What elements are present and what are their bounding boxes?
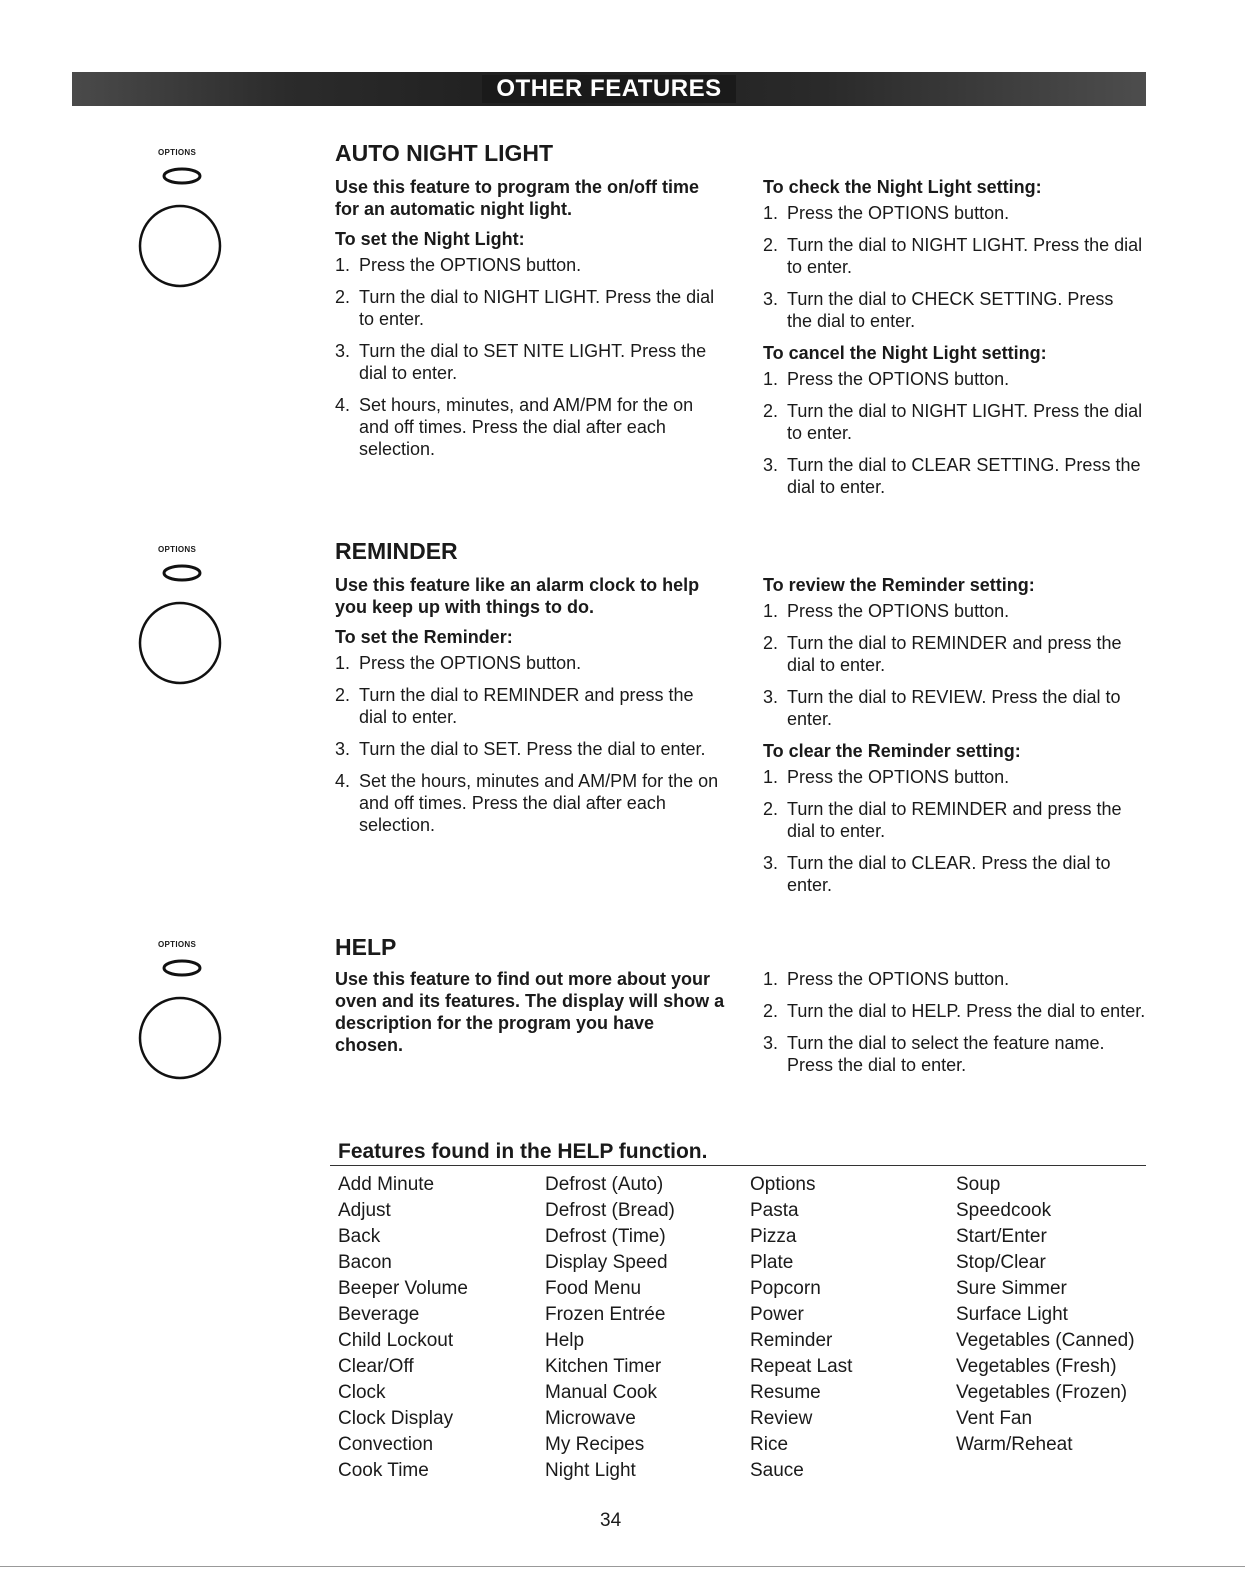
feature-item: Options bbox=[750, 1174, 816, 1195]
feature-item: Review bbox=[750, 1408, 813, 1429]
feature-item: Rice bbox=[750, 1434, 789, 1455]
night-light-check-steps bbox=[763, 202, 1143, 332]
night-light-left-column bbox=[335, 176, 725, 470]
night-light-cancel-heading: To cancel the Night Light setting: bbox=[763, 343, 1047, 363]
reminder-intro: Use this feature like an alarm clock to help you keep up with things to do. bbox=[335, 575, 700, 617]
features-title: Features found in the HELP function. bbox=[338, 1140, 708, 1163]
step-item: 2. Turn the dial to REMINDER and press the dial to enter. bbox=[335, 685, 694, 727]
night-light-cancel-steps bbox=[763, 368, 1143, 498]
step-item: 4. Set hours, minutes, and AM/PM for the on and off times. Press the dial after each selection. bbox=[335, 395, 694, 459]
feature-item: Start/Enter bbox=[956, 1226, 1047, 1247]
night-light-right-column bbox=[763, 176, 1143, 508]
step-item: 2. Turn the dial to NIGHT LIGHT. Press the dial to enter. bbox=[335, 287, 715, 329]
reminder-right-column bbox=[763, 574, 1148, 906]
feature-item: Cook Time bbox=[338, 1460, 429, 1481]
reminder-clear-steps bbox=[763, 766, 1148, 896]
feature-item: Frozen Entrée bbox=[545, 1304, 666, 1325]
step-item: 3. Turn the dial to CLEAR SETTING. Press the dial to enter. bbox=[763, 455, 1141, 497]
page-number: 34 bbox=[600, 1510, 622, 1531]
step-item: 3. Turn the dial to select the feature name. Press the dial to enter. bbox=[763, 1033, 1105, 1075]
feature-item: Help bbox=[545, 1330, 585, 1351]
step-item: 2. Turn the dial to NIGHT LIGHT. Press the dial to enter. bbox=[763, 401, 1143, 443]
help-steps bbox=[763, 968, 1148, 1076]
step-item: 3. Turn the dial to SET NITE LIGHT. Press the dial to enter. bbox=[335, 341, 707, 383]
feature-item: Sauce bbox=[750, 1460, 804, 1481]
feature-item: Clock bbox=[338, 1382, 386, 1403]
step-item: 2. Turn the dial to REMINDER and press the dial to enter. bbox=[763, 799, 1122, 841]
reminder-set-steps bbox=[335, 652, 725, 836]
feature-item: Defrost (Time) bbox=[545, 1226, 666, 1247]
step-item: 1. Press the OPTIONS button. bbox=[335, 653, 582, 673]
options-knob-icon bbox=[138, 952, 226, 1112]
feature-item: Back bbox=[338, 1226, 381, 1247]
step-item: 1. Press the OPTIONS button. bbox=[763, 969, 1010, 989]
night-light-intro: Use this feature to program the on/off time for an automatic night light. bbox=[335, 177, 700, 219]
knob-label: OPTIONS bbox=[158, 148, 197, 157]
feature-item: Add Minute bbox=[338, 1174, 435, 1195]
feature-item: Bacon bbox=[338, 1252, 392, 1273]
feature-item: Microwave bbox=[545, 1408, 636, 1429]
feature-item: Repeat Last bbox=[750, 1356, 853, 1377]
feature-item: Child Lockout bbox=[338, 1330, 454, 1351]
feature-item: Reminder bbox=[750, 1330, 833, 1351]
reminder-title: REMINDER bbox=[335, 538, 458, 564]
banner-title: OTHER FEATURES bbox=[482, 75, 735, 103]
feature-item: Popcorn bbox=[750, 1278, 821, 1299]
options-knob-icon bbox=[138, 557, 226, 717]
feature-item: Stop/Clear bbox=[956, 1252, 1046, 1273]
help-right-column bbox=[763, 968, 1148, 1086]
feature-item: Night Light bbox=[545, 1460, 636, 1481]
night-light-title: AUTO NIGHT LIGHT bbox=[335, 140, 554, 166]
feature-item: Resume bbox=[750, 1382, 821, 1403]
feature-item: My Recipes bbox=[545, 1434, 645, 1455]
feature-item: Vegetables (Canned) bbox=[956, 1330, 1135, 1351]
knob-label: OPTIONS bbox=[158, 545, 197, 554]
step-item: 3. Turn the dial to CLEAR. Press the dial to enter. bbox=[763, 853, 1111, 895]
section-banner bbox=[72, 72, 1146, 106]
step-item: 2. Turn the dial to HELP. Press the dial to enter. bbox=[763, 1001, 1146, 1021]
feature-item: Vent Fan bbox=[956, 1408, 1033, 1429]
feature-item: Beverage bbox=[338, 1304, 420, 1325]
feature-item: Pizza bbox=[750, 1226, 797, 1247]
night-light-check-heading: To check the Night Light setting: bbox=[763, 177, 1042, 197]
step-item: 1. Press the OPTIONS button. bbox=[763, 369, 1010, 389]
feature-item: Convection bbox=[338, 1434, 434, 1455]
feature-item: Pasta bbox=[750, 1200, 799, 1221]
feature-item: Speedcook bbox=[956, 1200, 1052, 1221]
reminder-review-steps bbox=[763, 600, 1148, 730]
feature-item: Power bbox=[750, 1304, 804, 1325]
knob-label: OPTIONS bbox=[158, 940, 197, 949]
page-bottom-rule bbox=[0, 1566, 1245, 1567]
feature-item: Clock Display bbox=[338, 1408, 454, 1429]
feature-item: Sure Simmer bbox=[956, 1278, 1067, 1299]
step-item: 4. Set the hours, minutes and AM/PM for the on and off times. Press the dial after each selection. bbox=[335, 771, 719, 835]
reminder-review-heading: To review the Reminder setting: bbox=[763, 575, 1035, 595]
help-title: HELP bbox=[335, 934, 397, 960]
step-item: 3. Turn the dial to CHECK SETTING. Press the dial to enter. bbox=[763, 289, 1114, 331]
options-knob-icon bbox=[138, 160, 226, 320]
features-divider bbox=[330, 1165, 1146, 1166]
night-light-set-heading: To set the Night Light: bbox=[335, 229, 525, 249]
step-item: 3. Turn the dial to SET. Press the dial to enter. bbox=[335, 739, 706, 759]
help-intro: Use this feature to find out more about your oven and its features. The display will show a description for the program you have chosen. bbox=[335, 969, 725, 1055]
night-light-set-steps bbox=[335, 254, 725, 460]
feature-item: Warm/Reheat bbox=[956, 1434, 1073, 1455]
feature-item: Surface Light bbox=[956, 1304, 1068, 1325]
feature-item: Clear/Off bbox=[338, 1356, 414, 1377]
feature-item: Vegetables (Frozen) bbox=[956, 1382, 1128, 1403]
reminder-clear-heading: To clear the Reminder setting: bbox=[763, 741, 1021, 761]
step-item: 1. Press the OPTIONS button. bbox=[763, 203, 1010, 223]
step-item: 2. Turn the dial to NIGHT LIGHT. Press the dial to enter. bbox=[763, 235, 1143, 277]
step-item: 1. Press the OPTIONS button. bbox=[335, 255, 582, 275]
feature-item: Adjust bbox=[338, 1200, 391, 1221]
feature-item: Kitchen Timer bbox=[545, 1356, 662, 1377]
feature-item: Vegetables (Fresh) bbox=[956, 1356, 1117, 1377]
feature-item: Plate bbox=[750, 1252, 794, 1273]
feature-item: Soup bbox=[956, 1174, 1001, 1195]
step-item: 1. Press the OPTIONS button. bbox=[763, 767, 1010, 787]
feature-item: Food Menu bbox=[545, 1278, 642, 1299]
feature-item: Defrost (Auto) bbox=[545, 1174, 664, 1195]
features-column-1 bbox=[338, 1172, 468, 1484]
step-item: 2. Turn the dial to REMINDER and press the dial to enter. bbox=[763, 633, 1122, 675]
help-left-column bbox=[335, 968, 725, 1064]
reminder-set-heading: To set the Reminder: bbox=[335, 627, 513, 647]
feature-item: Defrost (Bread) bbox=[545, 1200, 675, 1221]
feature-item: Beeper Volume bbox=[338, 1278, 468, 1299]
feature-item: Display Speed bbox=[545, 1252, 668, 1273]
reminder-left-column bbox=[335, 574, 725, 846]
features-column-2 bbox=[545, 1172, 675, 1484]
features-column-3 bbox=[750, 1172, 852, 1484]
step-item: 3. Turn the dial to REVIEW. Press the dial to enter. bbox=[763, 687, 1121, 729]
step-item: 1. Press the OPTIONS button. bbox=[763, 601, 1010, 621]
feature-item: Manual Cook bbox=[545, 1382, 657, 1403]
features-column-4 bbox=[956, 1172, 1135, 1458]
